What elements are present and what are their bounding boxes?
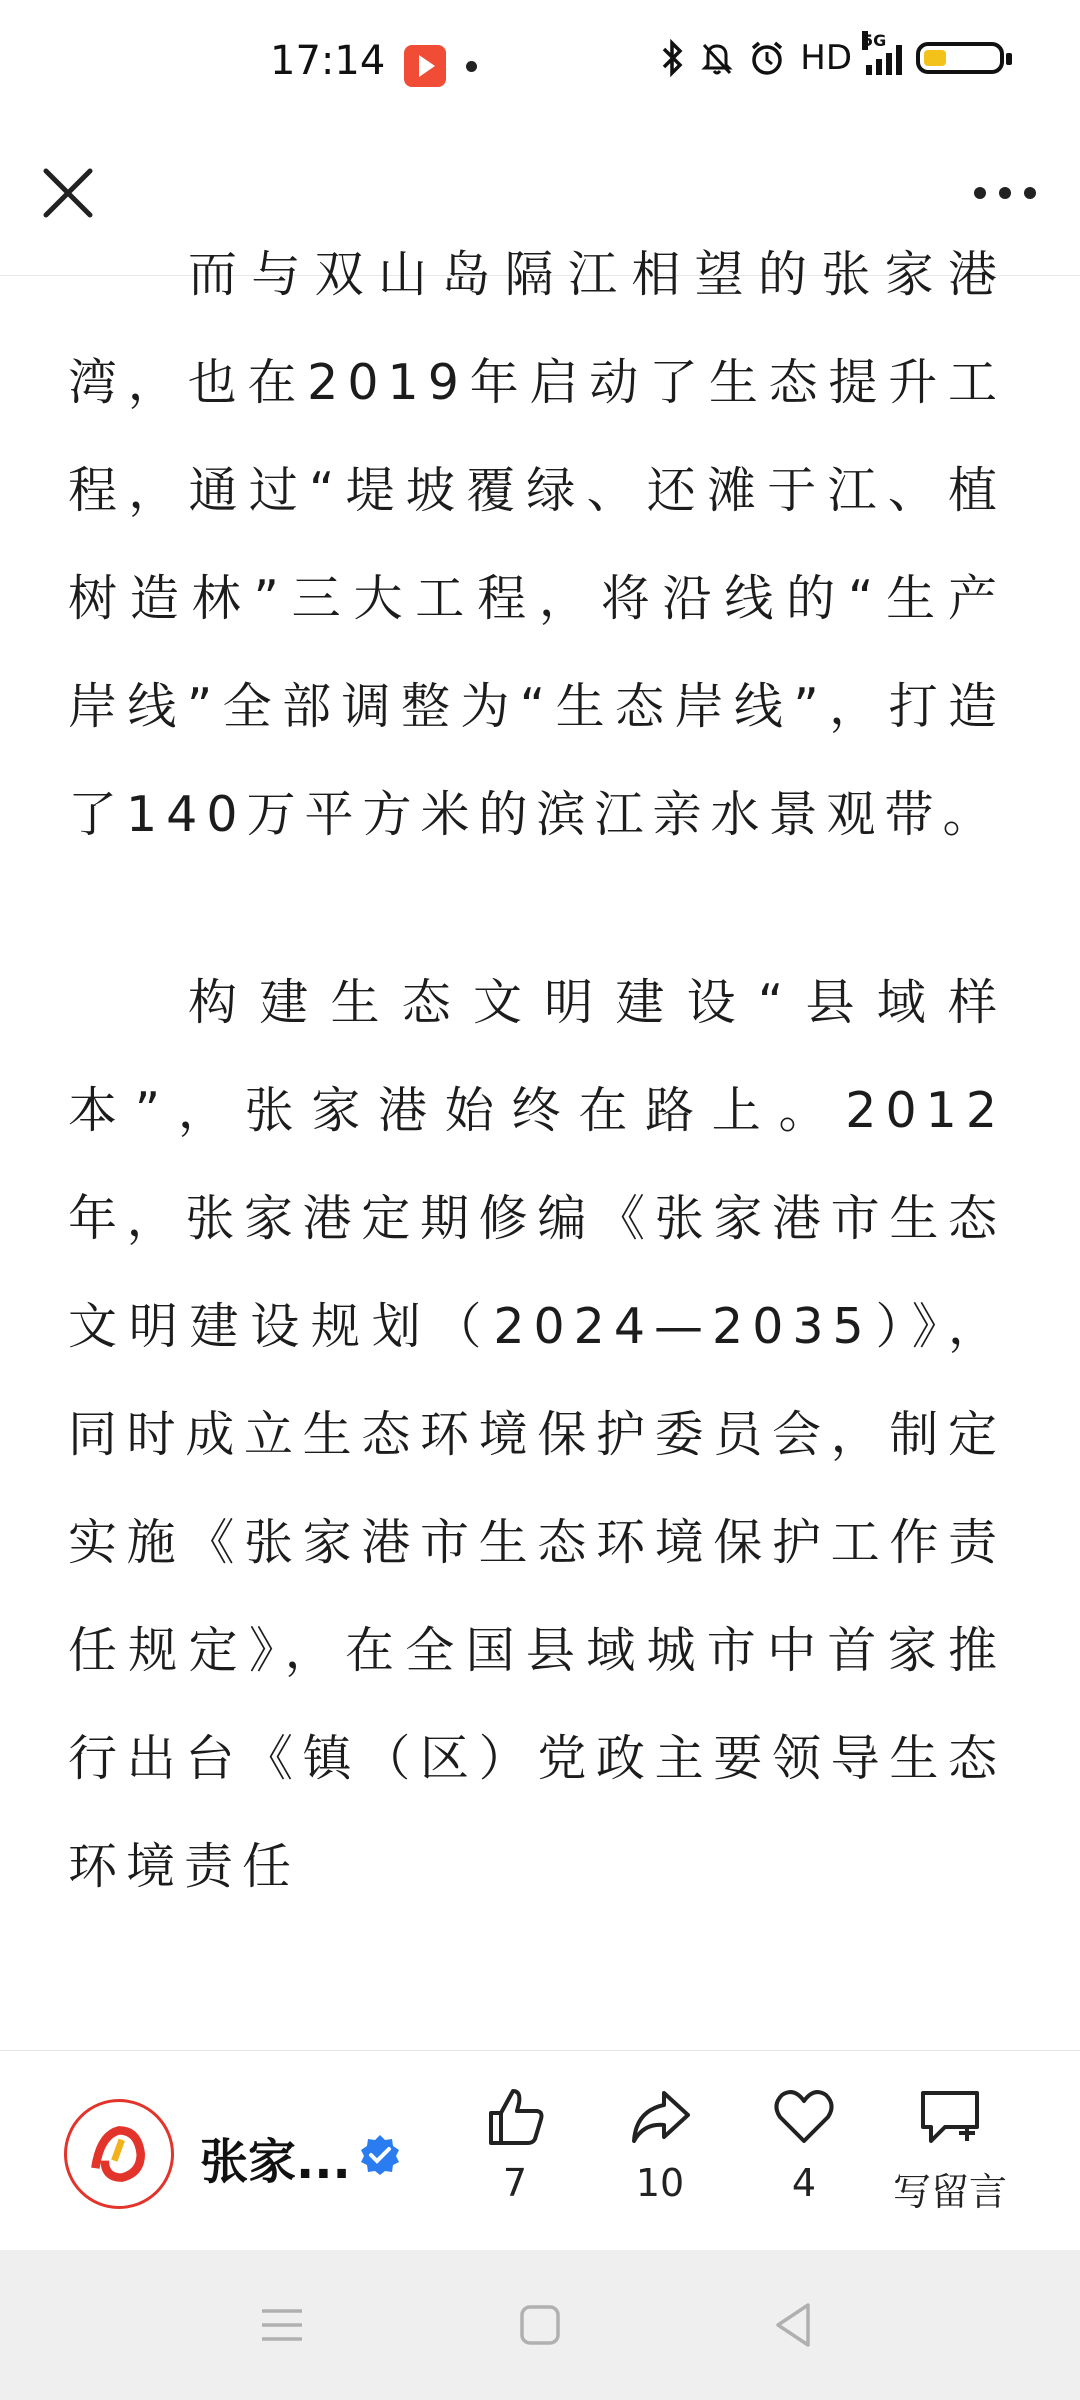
heart-icon xyxy=(772,2085,836,2149)
system-nav-bar xyxy=(0,2250,1080,2400)
status-bar xyxy=(0,0,1080,135)
notification-dot xyxy=(466,61,477,72)
article-body xyxy=(68,246,1006,2050)
status-icons xyxy=(660,31,1004,78)
zhangjiagang-logo-icon xyxy=(67,2102,171,2206)
mute-icon xyxy=(700,39,734,77)
bottom-action-bar xyxy=(0,2050,1080,2251)
share-button[interactable] xyxy=(600,2085,720,2205)
home-icon[interactable] xyxy=(510,2295,570,2355)
like-count: 7 xyxy=(502,2161,528,2205)
alarm-icon xyxy=(748,39,786,77)
author-avatar[interactable] xyxy=(64,2099,174,2209)
status-time: 17:14 xyxy=(270,38,386,84)
network-label: HD xyxy=(800,38,852,78)
comment-label: 写留言 xyxy=(892,2170,1007,2214)
back-icon[interactable] xyxy=(764,2295,824,2355)
author-name[interactable]: 张家... xyxy=(200,2134,351,2190)
signal-label: 5G xyxy=(862,31,887,50)
write-comment-button[interactable] xyxy=(880,2085,1020,2216)
bluetooth-icon xyxy=(660,39,686,77)
like-button[interactable] xyxy=(455,2085,575,2205)
thumbs-up-icon xyxy=(483,2085,547,2149)
verified-badge-icon xyxy=(358,2133,402,2177)
article-paragraph: 构建生态文明建设“县域样本”，张家港始终在路上。2012年，张家港定期修编《张家港市生态文明建设规划（2024—2035）》，同时成立生态环境保护委员会，制定实施《张家港市生态环境保护工作责任规定》，在全国县域城市中首家推行出台《镇（区）党政主要领导生态环境责任 xyxy=(68,974,1006,1895)
article-paragraph: 而与双山岛隔江相望的张家港湾，也在2019年启动了生态提升工程，通过“堤坡覆绿、还滩于江、植树造林”三大工程，将沿线的“生产岸线”全部调整为“生态岸线”，打造了140万平方米的滨江亲水景观带。 xyxy=(68,246,1006,843)
comment-icon xyxy=(915,2085,985,2149)
share-count: 10 xyxy=(635,2161,685,2205)
favorite-button[interactable] xyxy=(744,2085,864,2205)
close-icon[interactable] xyxy=(40,165,96,221)
battery-icon xyxy=(916,42,1004,74)
favorite-count: 4 xyxy=(791,2161,817,2205)
share-icon xyxy=(628,2085,692,2149)
more-icon[interactable] xyxy=(970,173,1040,213)
signal-icon xyxy=(862,31,902,75)
video-app-icon xyxy=(404,45,446,87)
menu-icon[interactable] xyxy=(252,2295,312,2355)
battery-fill xyxy=(924,50,946,66)
